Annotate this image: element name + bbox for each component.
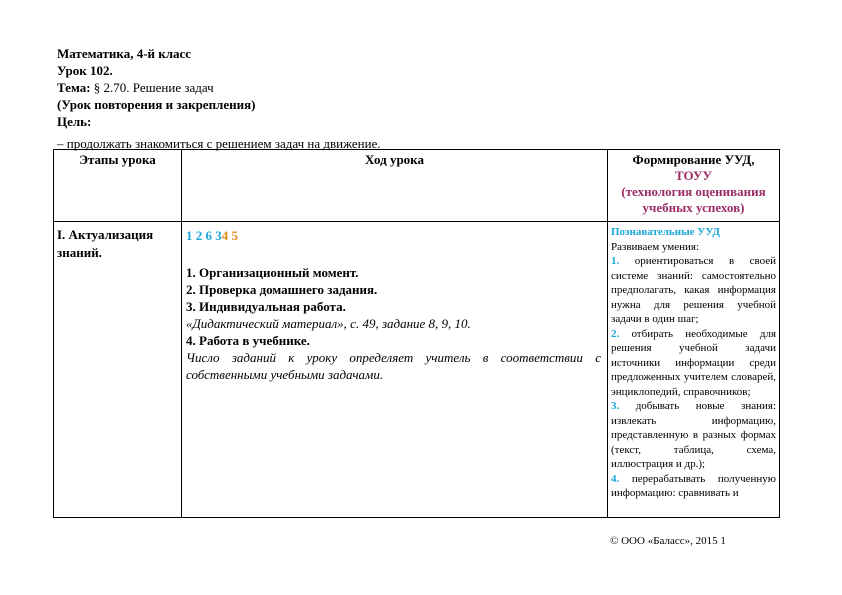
copyright-footer: © ООО «Баласс», 2015 1	[610, 535, 726, 547]
slide-numbers	[186, 227, 601, 244]
slide-number: 5	[231, 228, 238, 243]
lesson-type: (Урок повторения и закрепления)	[57, 97, 256, 112]
header-touu-desc-2: учебных успехов)	[642, 200, 745, 215]
topic-label: Тема:	[57, 80, 91, 95]
header-uud	[608, 150, 780, 222]
slide-number: 3	[215, 228, 222, 243]
header-touu: ТОУУ	[675, 168, 712, 183]
uud-cell	[608, 222, 780, 518]
slide-number: 1	[186, 228, 193, 243]
course-item-3-detail: «Дидактический материал», с. 49, задание 8, 9, 10.	[186, 316, 471, 331]
table-header-row	[54, 150, 780, 222]
header-touu-desc-1: (технология оценивания	[621, 184, 766, 199]
lesson-number: Урок 102.	[57, 63, 113, 78]
course-item-2: 2. Проверка домашнего задания.	[186, 282, 378, 297]
lesson-header	[57, 45, 777, 130]
stage-cell	[54, 222, 182, 518]
uud-item: 3. добывать новые знания: извлекать информацию, представленную в разных формах (текст, таблица, схема, иллюстрация и др.);	[611, 400, 776, 470]
uud-item: 2. отбирать необходимые для решения учебной задачи источники информации среди предложенных учителем словарей, энциклопедий, справочников;	[611, 327, 776, 398]
lesson-table	[53, 149, 780, 518]
course-cell	[182, 222, 608, 518]
subject-line: Математика, 4-й класс	[57, 46, 192, 61]
slide-number: 6	[205, 228, 212, 243]
slide-number: 2	[195, 228, 203, 243]
course-item-1: 1. Организационный момент.	[186, 265, 359, 280]
uud-intro: Развиваем умения:	[611, 240, 700, 253]
header-uud-title: Формирование УУД,	[632, 152, 755, 167]
uud-item: 4. перерабатывать полученную информацию: сравнивать и	[611, 472, 776, 499]
course-item-3: 3. Индивидуальная работа.	[186, 299, 346, 314]
topic-text: § 2.70. Решение задач	[93, 80, 214, 95]
goal-label: Цель:	[57, 114, 92, 129]
uud-title: Познавательные УУД	[611, 226, 720, 238]
uud-item: 1. ориентироваться в своей системе знаний: самостоятельно предполагать, какая информация нужна для решения учебной задачи в один шаг;	[611, 255, 776, 325]
course-item-4: 4. Работа в учебнике.	[186, 333, 310, 348]
header-course: Ход урока	[182, 150, 608, 222]
header-stages: Этапы урока	[54, 150, 182, 222]
course-item-4-detail: Число заданий к уроку определяет учитель в соответствии с собственными учебными задачами.	[186, 350, 601, 382]
stage-title: I. Актуализация знаний.	[57, 227, 154, 260]
slide-number: 4	[221, 228, 229, 243]
table-row	[54, 222, 780, 518]
topic-line	[57, 79, 777, 96]
goal-text: – продолжать знакомиться с решением задач на движение.	[57, 136, 381, 151]
